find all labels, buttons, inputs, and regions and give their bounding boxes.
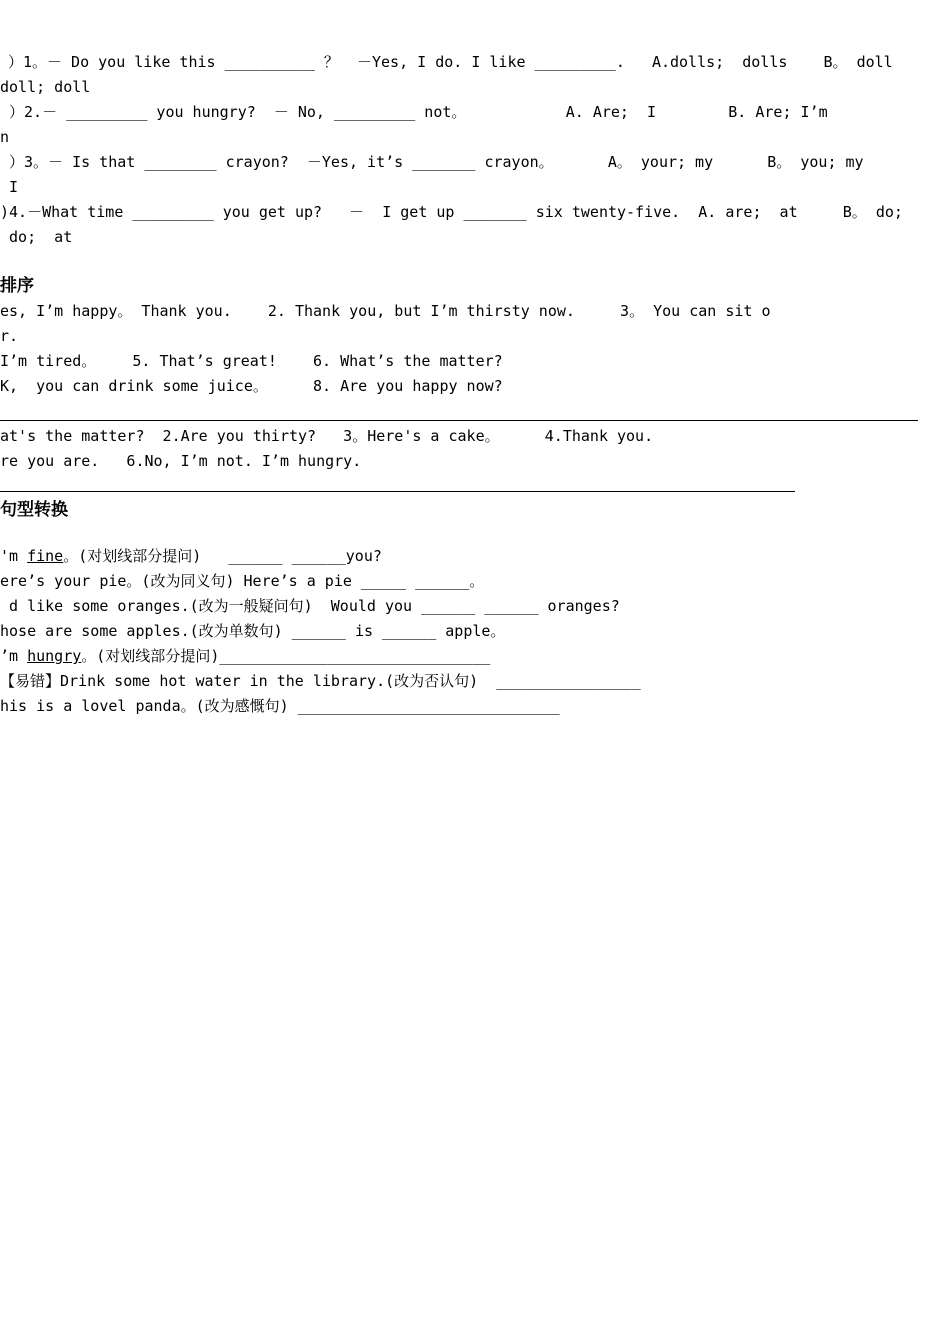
section-heading-ordering: 排序 <box>0 276 34 296</box>
choice-question-3: ）3。－ Is that ________ crayon? －Yes, it’s _______ crayon。 A。 your; my B。 you; my <box>0 153 864 171</box>
answer-line <box>0 420 918 421</box>
choice-question-2: ）2.－ _________ you hungry? － No, _________ not。 A. Are; I B. Are; I’m <box>0 103 828 121</box>
answer-sentence-line: at's the matter? 2.Are you thirty? 3。Here's a cake。 4.Thank you. <box>0 427 654 445</box>
transform-sentence-6: 【易错】Drink some hot water in the library.(改为否认句) ________________ <box>0 672 641 690</box>
transform-sentence-2: ere’s your pie。(改为同义句) Here’s a pie _____ ______。 <box>0 572 485 590</box>
transform-sentence-7: his is a lovel panda。(改为感慨句) _____________________________ <box>0 697 560 715</box>
answer-sentence-line: re you are. 6.No, I’m not. I’m hungry. <box>0 452 362 470</box>
choice-question-4-option-c: do; at <box>0 228 73 246</box>
ordering-sentence-line: r. <box>0 327 19 345</box>
transform-text: 。(对划线部分提问)______________________________ <box>81 647 491 665</box>
choice-question-1: ）1。－ Do you like this __________ ？ －Yes, I do. I like _________. A.dolls; dolls B。 doll <box>8 53 893 71</box>
ordering-sentence-line: I’m tired。 5. That’s great! 6. What’s the matter? <box>0 352 503 370</box>
transform-sentence-5 <box>0 646 490 666</box>
transform-text: ’m <box>0 647 28 665</box>
choice-question-4: )4.－What time _________ you get up? － I get up _______ six twenty-five. A. are; at B。 do; <box>0 203 903 221</box>
choice-question-3-option-c: I <box>0 178 19 196</box>
transform-sentence-3: d like some oranges.(改为一般疑问句) Would you ______ ______ oranges? <box>0 597 620 615</box>
transform-text: 'm <box>0 547 28 565</box>
underlined-word: fine <box>27 547 64 565</box>
choice-question-2-option-c: n <box>0 128 10 146</box>
ordering-sentence-line: K, you can drink some juice。 8. Are you happy now? <box>0 377 503 395</box>
answer-line <box>0 491 795 492</box>
section-heading-sentence-transform: 句型转换 <box>0 500 68 520</box>
transform-sentence-1 <box>0 546 382 566</box>
underlined-word: hungry <box>27 647 82 665</box>
transform-text: 。(对划线部分提问) ______ ______you? <box>63 547 382 565</box>
ordering-sentence-line: es, I’m happy。 Thank you. 2. Thank you, but I’m thirsty now. 3。 You can sit o <box>0 302 771 320</box>
choice-question-1-option-c: doll; doll <box>0 78 91 96</box>
transform-sentence-4: hose are some apples.(改为单数句) ______ is ______ apple。 <box>0 622 506 640</box>
